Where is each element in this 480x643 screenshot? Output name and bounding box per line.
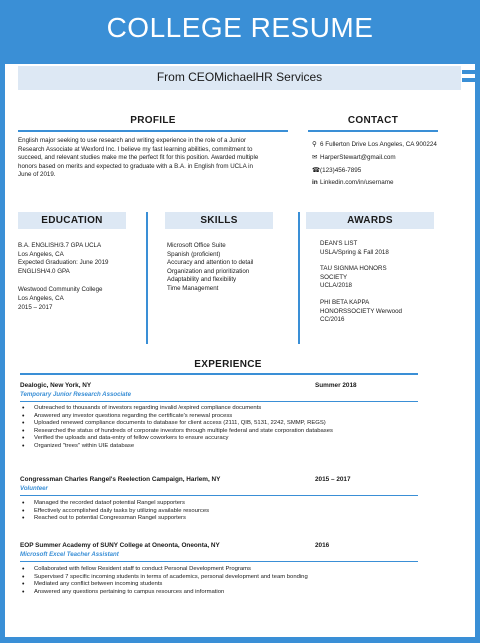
profile-heading: PROFILE (130, 115, 176, 126)
skill-item: Accuracy and attention to detail (167, 259, 254, 267)
bottom-border (0, 637, 480, 643)
award-line: TAU SIGNMA HONORS (320, 265, 387, 273)
phone-icon: ☎ (312, 167, 321, 174)
skill-item: Organization and prioritization (167, 267, 250, 275)
spacer (320, 257, 460, 265)
education-line: B.A. ENGLISH/3.7 GPA UCLA (18, 242, 102, 249)
linkedin-icon: in (312, 179, 318, 186)
contact-address-text: 6 Fullerton Drive Los Angeles, CA 900224 (320, 141, 437, 148)
list-item: • Uploaded renewed compliance documents to database for client access (2111, QIB, 5131, 2242, SMMP, REGS) (22, 420, 452, 428)
award-line: DEAN'S LIST (320, 240, 358, 247)
subtitle-band-accent (462, 70, 475, 74)
education-text (18, 242, 143, 312)
profile-line: June of 2019. (18, 171, 56, 179)
job-rule (20, 561, 418, 562)
job-bullets (22, 405, 452, 451)
job-date: 2016 (315, 542, 330, 549)
job-bullets (22, 566, 452, 596)
education-line: 2015 – 2017 (18, 303, 53, 311)
education-line: Los Angeles, CA (18, 250, 64, 258)
job-role: Microsoft Excel Teacher Assistant (20, 551, 119, 558)
education-line: Expected Graduation: June 2019 (18, 259, 109, 267)
left-border (0, 0, 5, 643)
profile-line: English major seeking to use research and writing experience in the role of a Junior (18, 137, 247, 144)
subtitle-band-accent (462, 78, 475, 82)
skill-item: Microsoft Office Suite (167, 242, 226, 249)
award-line: SOCIETY (320, 273, 348, 281)
contact-email-text[interactable]: HarperStewart@gmail.com (320, 154, 396, 161)
award-line: USLA/Spring & Fall 2018 (320, 248, 389, 256)
profile-line: succeed, and relevant studies make me the perfect fit for this position. Awarded multiple (18, 154, 259, 162)
right-border (475, 0, 480, 643)
contact-phone-text: (123)456-7895 (320, 167, 362, 174)
education-heading: EDUCATION (41, 215, 103, 226)
column-divider (146, 212, 148, 344)
job-rule (20, 495, 418, 496)
contact-address (312, 140, 437, 148)
list-item: • Mediated any conflict between incoming students (22, 581, 452, 589)
list-item: • Reached out to potential Congressman Rangel supporters (22, 515, 452, 523)
contact-rule (308, 130, 438, 132)
skills-text (167, 242, 295, 294)
list-item: • Outreached to thousands of investors regarding invalid /expired compliance documents (22, 405, 452, 413)
list-item: • Organized "trees" within UIE database (22, 443, 452, 451)
resume-subtitle: From CEOMichaelHR Services (156, 70, 323, 84)
job-date: Summer 2018 (315, 382, 357, 389)
list-item: • Collaborated with fellow Resident staff to conduct Personal Development Programs (22, 566, 452, 574)
contact-linkedin[interactable] (312, 179, 394, 186)
contact-linkedin-text[interactable]: Linkedin.com/in/username (320, 179, 394, 186)
job-title: Dealogic, New York, NY (20, 382, 92, 389)
award-line: UCLA/2018 (320, 282, 352, 290)
awards-text (320, 240, 460, 325)
award-line: HONORSSOCIETY Werwood (320, 307, 402, 315)
list-item: • Researched the status of hundreds of corporate investors through multiple federal and state corporation databases (22, 428, 452, 436)
skills-heading: SKILLS (200, 215, 238, 226)
profile-text (18, 137, 308, 180)
job-bullets (22, 500, 452, 523)
award-line: PHI BETA KAPPA (320, 298, 370, 306)
skill-item: Spanish (proficient) (167, 250, 221, 258)
job-role: Volunteer (20, 485, 48, 492)
map-pin-icon: ⚲ (312, 141, 317, 148)
resume-title: COLLEGE RESUME (106, 12, 374, 43)
job-date: 2015 – 2017 (315, 476, 351, 483)
skill-item: Adaptability and flexibility (167, 276, 237, 284)
list-item: • Managed the recorded dataof potential Rangel supporters (22, 500, 452, 508)
contact-email[interactable] (312, 153, 396, 161)
job-role: Temporary Junior Research Associate (20, 391, 131, 398)
job-title: EOP Summer Academy of SUNY College at Oneonta, Oneonta, NY (20, 542, 220, 549)
profile-line: honors based on merits and expected to graduate with a B.A. in English from UCLA in (18, 162, 253, 170)
experience-heading: EXPERIENCE (194, 359, 262, 370)
job-title: Congressman Charles Rangel's Reelection Campaign, Harlem, NY (20, 476, 221, 483)
experience-rule (20, 373, 418, 375)
job-rule (20, 401, 418, 402)
list-item: • Effectively accomplished daily tasks by utilizing available resources (22, 508, 452, 516)
list-item: • Supervised 7 specific incoming students in terms of academics, personal development and team bonding (22, 574, 452, 582)
list-item: • Answered any investor questions regarding the certificate's renewal process (22, 413, 452, 421)
spacer (320, 291, 460, 299)
awards-heading: AWARDS (347, 215, 393, 226)
column-divider (298, 212, 300, 344)
contact-heading: CONTACT (347, 115, 399, 126)
list-item: • Verified the uploads and data-entry of fellow coworkers to ensure accuracy (22, 435, 452, 443)
education-line: Westwood Community College (18, 286, 103, 294)
contact-phone (312, 166, 361, 174)
profile-rule (18, 130, 288, 132)
profile-line: Research Associate at Wexford Inc. I believe my fast learning abilities, commitment to (18, 145, 253, 153)
skill-item: Time Management (167, 284, 219, 292)
education-line: Los Angeles, CA (18, 294, 64, 302)
spacer (18, 276, 143, 286)
envelope-icon: ✉ (312, 154, 318, 161)
list-item: • Answered any questions pertaining to campus resources and information (22, 589, 452, 597)
award-line: CC/2016 (320, 316, 345, 324)
education-line: ENGLISH/4.0 GPA (18, 267, 70, 275)
